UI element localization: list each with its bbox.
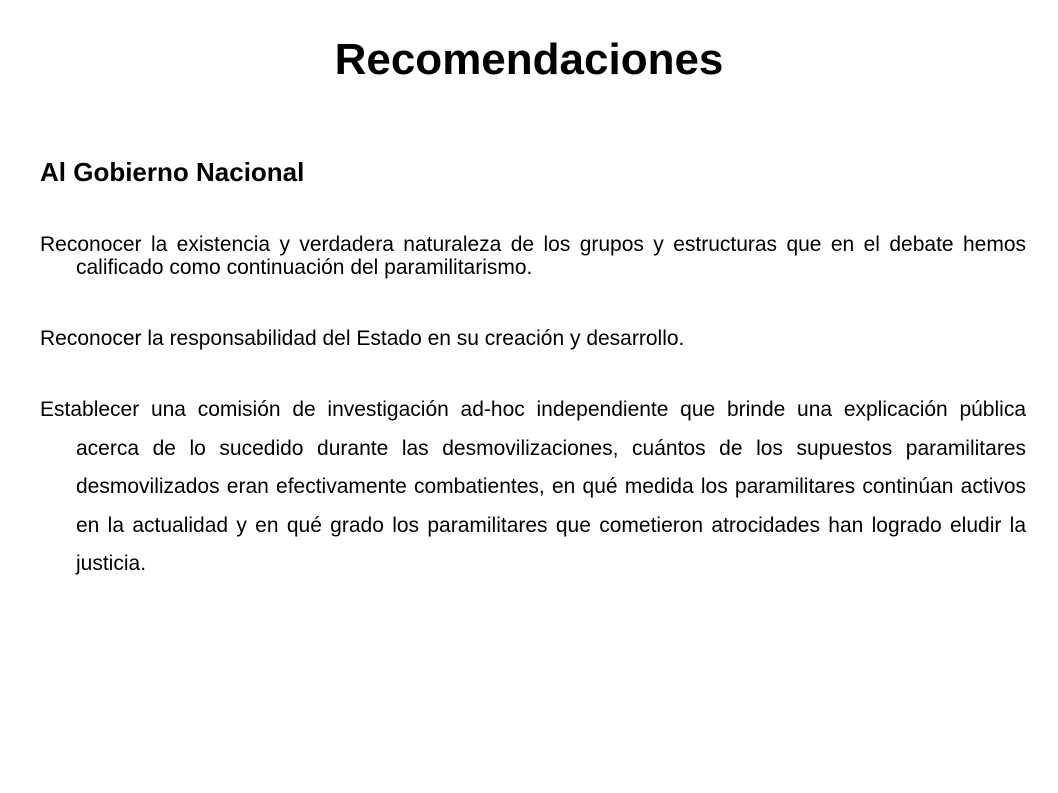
recommendation-paragraph-1: Reconocer la existencia y verdadera naturaleza de los grupos y estructuras que en el debate hemos calificado como continuación del paramilitarismo. [40, 233, 1026, 279]
section-heading: Al Gobierno Nacional [40, 157, 305, 187]
recommendation-paragraph-2: Reconocer la responsabilidad del Estado en su creación y desarrollo. [40, 327, 685, 350]
recommendation-paragraph-3: Establecer una comisión de investigación ad-hoc independiente que brinde una explicación pública acerca de lo sucedido durante las desmovilizaciones, cuántos de los supuestos paramilitares desmovilizados eran efectivamente combatientes, en qué medida los paramilitares continúan activos en la actualidad y en qué grado los paramilitares que cometieron atrocidades han logrado eludir la justicia. [40, 398, 1026, 575]
slide-title: Recomendaciones [334, 35, 724, 84]
